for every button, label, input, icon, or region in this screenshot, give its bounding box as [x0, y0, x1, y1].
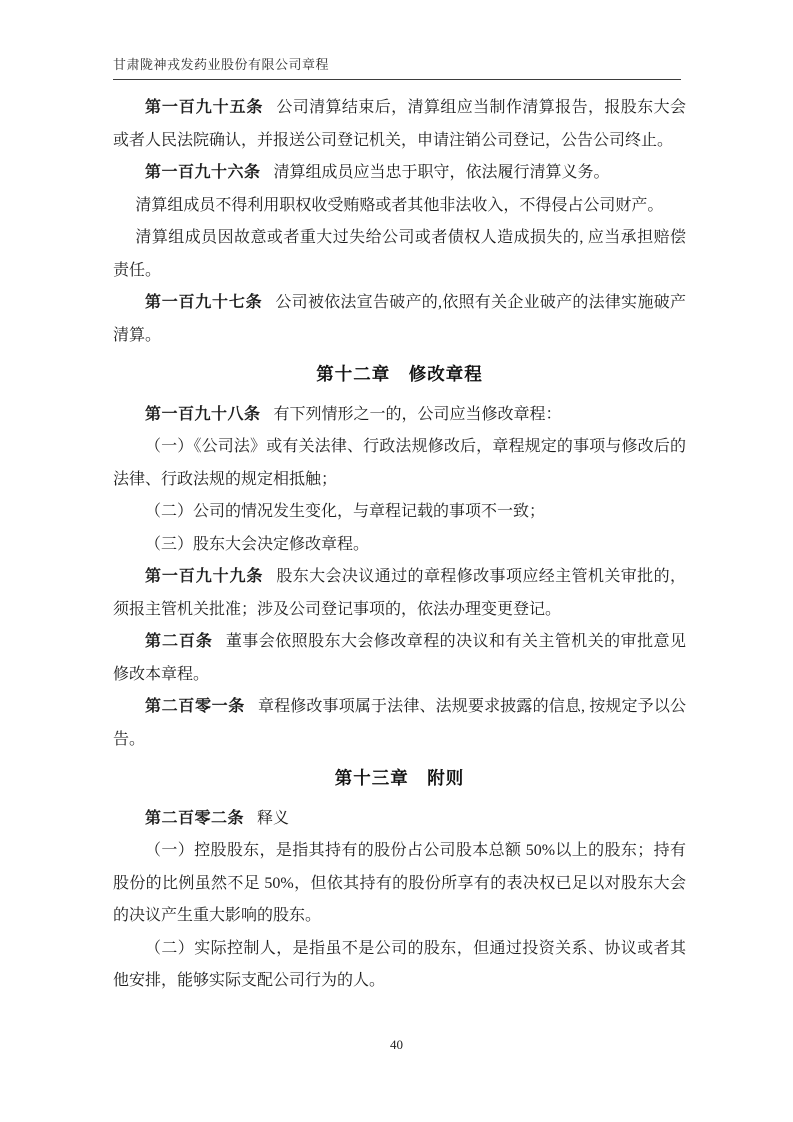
- article-paragraph: 第一百九十九条 股东大会决议通过的章程修改事项应经主管机关审批的，须报主管机关批准；涉及公司登记事项的，依法办理变更登记。: [113, 568, 686, 618]
- article-number: 第二百条: [145, 633, 213, 650]
- article-number: 第二百零一条: [145, 698, 245, 715]
- body-paragraph: （三）股东大会决定修改章程。: [145, 535, 370, 553]
- body-paragraph: （一）控股股东，是指其持有的股份占公司股本总额 50%以上的股东；持有股份的比例虽然不足 50%，但依其持有的股份所享有的表决权已足以对股东大会的决议产生重大影响的股东。: [113, 842, 686, 924]
- article-paragraph: 第二百零二条 释义: [145, 809, 290, 827]
- page-number: 40: [390, 1037, 403, 1052]
- chapter-heading: 第十三章 附则: [334, 768, 465, 788]
- article-number: 第一百九十九条: [145, 568, 264, 585]
- header-title: 甘肃陇神戎发药业股份有限公司章程: [113, 57, 330, 72]
- body-paragraph: （二）实际控制人，是指虽不是公司的股东，但通过投资关系、协议或者其他安排，能够实际支配公司行为的人。: [113, 939, 686, 989]
- article-number: 第一百九十八条: [145, 405, 261, 423]
- article-number: 第一百九十五条: [145, 99, 264, 116]
- document-body: [113, 92, 686, 998]
- article-paragraph: 第二百零一条 章程修改事项属于法律、法规要求披露的信息, 按规定予以公告。: [113, 698, 686, 748]
- body-paragraph: 清算组成员不得利用职权收受贿赂或者其他非法收入，不得侵占公司财产。: [135, 196, 664, 214]
- body-paragraph: （二）公司的情况发生变化，与章程记载的事项不一致；: [145, 503, 546, 520]
- article-number: 第二百零二条: [145, 809, 245, 827]
- chapter-heading: 第十二章 修改章程: [316, 364, 483, 384]
- article-number: 第一百九十六条: [145, 164, 261, 181]
- body-paragraph: （一）《公司法》或有关法律、行政法规修改后，章程规定的事项与修改后的法律、行政法规的规定相抵触；: [113, 438, 686, 488]
- article-paragraph: 第一百九十六条 清算组成员应当忠于职守，依法履行清算义务。: [145, 164, 610, 181]
- article-paragraph: 第二百条 董事会依照股东大会修改章程的决议和有关主管机关的审批意见修改本章程。: [113, 633, 686, 683]
- page-footer: [0, 1037, 793, 1053]
- page-header: [113, 54, 681, 80]
- article-number: 第一百九十七条: [145, 294, 263, 311]
- article-paragraph: 第一百九十八条 有下列情形之一的，公司应当修改章程：: [145, 405, 562, 423]
- body-paragraph: 清算组成员因故意或者重大过失给公司或者债权人造成损失的, 应当承担赔偿责任。: [113, 229, 686, 279]
- article-paragraph: 第一百九十七条 公司被依法宣告破产的,依照有关企业破产的法律实施破产清算。: [113, 294, 686, 344]
- article-paragraph: 第一百九十五条 公司清算结束后，清算组应当制作清算报告，报股东大会或者人民法院确认，并报送公司登记机关，申请注销公司登记，公告公司终止。: [113, 99, 686, 149]
